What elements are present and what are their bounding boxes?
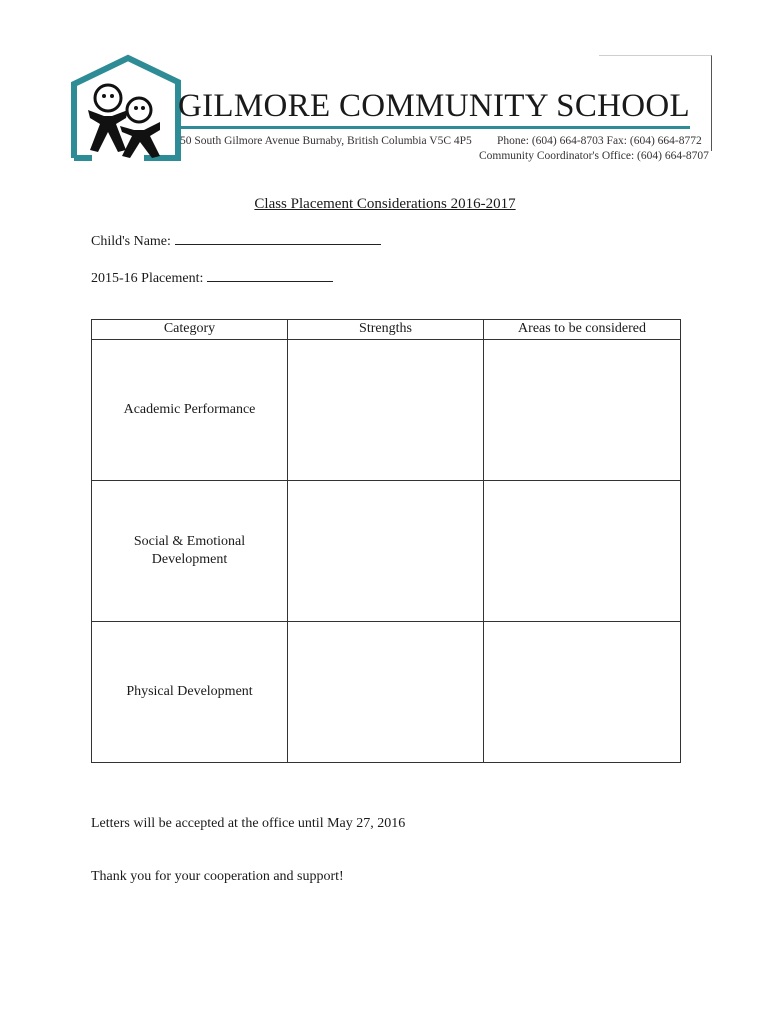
school-name: GILMORE COMMUNITY SCHOOL: [178, 88, 690, 124]
areas-cell[interactable]: [484, 340, 681, 481]
category-label: Academic Performance: [123, 402, 256, 417]
areas-cell[interactable]: [484, 481, 681, 622]
school-address: 50 South Gilmore Avenue Burnaby, British Columbia V5C 4P5: [180, 135, 472, 147]
areas-cell[interactable]: [484, 622, 681, 763]
table-row: [92, 481, 681, 622]
category-label: Social & Emotional Development: [133, 534, 246, 567]
category-cell: [92, 340, 288, 481]
letterhead: [0, 0, 770, 185]
strengths-cell[interactable]: [288, 340, 484, 481]
deadline-note: Letters will be accepted at the office until May 27, 2016: [91, 816, 406, 831]
table-row: [92, 340, 681, 481]
category-cell: [92, 622, 288, 763]
letterhead-rule: [178, 126, 690, 129]
category-cell: [92, 481, 288, 622]
placement-field: [91, 269, 333, 287]
table-row: [92, 622, 681, 763]
childs-name-input[interactable]: [175, 232, 381, 245]
coordinator-phone: Community Coordinator's Office: (604) 664-8707: [479, 150, 709, 162]
header-strengths: Strengths: [288, 320, 484, 340]
childs-name-field: [91, 232, 381, 250]
strengths-cell[interactable]: [288, 481, 484, 622]
placement-table: [91, 319, 681, 763]
table-header-row: [92, 320, 681, 340]
placement-label: 2015-16 Placement:: [91, 271, 204, 286]
strengths-cell[interactable]: [288, 622, 484, 763]
category-label: Physical Development: [126, 684, 253, 699]
form-title: Class Placement Considerations 2016-2017: [254, 196, 516, 212]
placement-input[interactable]: [207, 269, 333, 282]
header-areas: Areas to be considered: [484, 320, 681, 340]
phone-fax: Phone: (604) 664-8703 Fax: (604) 664-8772: [497, 135, 702, 147]
childs-name-label: Child's Name:: [91, 234, 171, 249]
house-children-logo-icon: [70, 54, 182, 162]
thanks-note: Thank you for your cooperation and support!: [91, 869, 344, 884]
header-category: Category: [92, 320, 288, 340]
